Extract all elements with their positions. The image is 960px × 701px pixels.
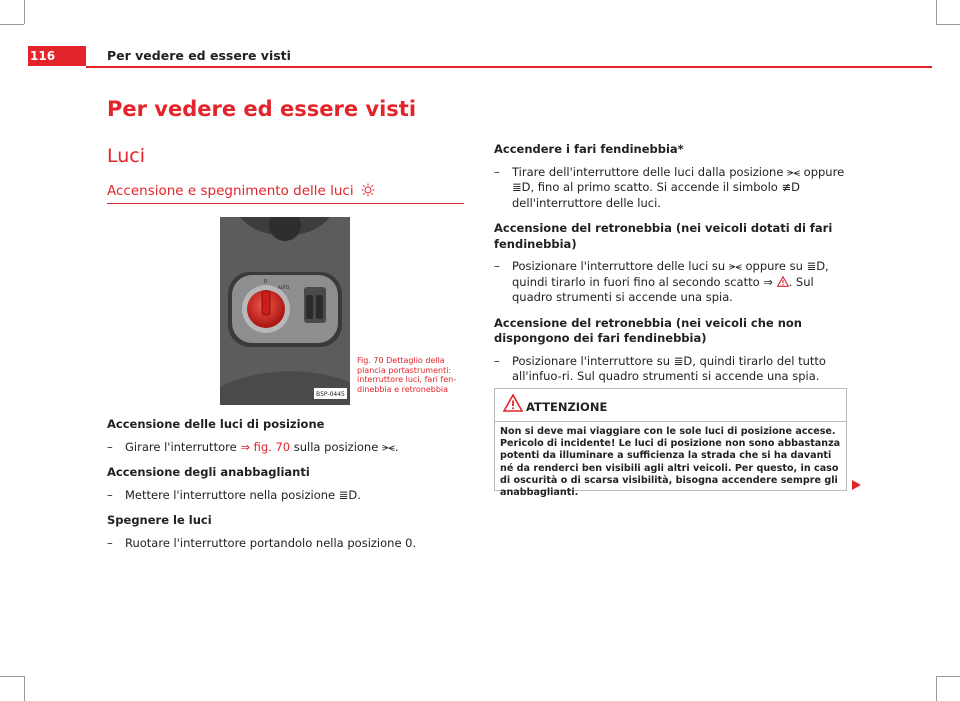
item-text: Posizionare l'interruttore delle luci su ⪫⪪ oppure su ≣D, quindi tirarlo in fuori fino al secondo scatto ⇒ — [512, 259, 829, 289]
continue-arrow-icon — [852, 480, 861, 490]
knob-label-auto: AUTO — [278, 285, 290, 290]
block-heading: Accendere i fari fendinebbia* — [494, 142, 684, 156]
figure-caption: Fig. 70 Dettaglio della plancia portastrumenti: interruttore luci, fari fen-dinebbia e retronebbia — [357, 356, 457, 394]
item-text: Mettere l'interruttore nella posizione — [125, 487, 339, 502]
warning-box — [494, 388, 847, 499]
subsection-title — [107, 183, 375, 199]
crop-mark — [0, 676, 24, 677]
item-text: Girare l'interruttore — [125, 439, 241, 454]
crop-mark — [24, 0, 25, 24]
crop-mark — [936, 0, 937, 24]
crop-mark — [936, 676, 937, 701]
dash-bullet: – — [107, 535, 113, 550]
dash-bullet: – — [494, 353, 500, 368]
figure-reference-link[interactable]: ⇒ fig. 70 — [240, 439, 291, 454]
item-text: Ruotare l'interruttore portandolo nella posizione 0. — [125, 535, 417, 550]
list-item — [107, 488, 457, 504]
section-title: Luci — [107, 145, 146, 167]
light-sun-icon — [361, 183, 375, 197]
dashboard-figure — [220, 217, 350, 405]
running-header: Per vedere ed essere visti — [107, 48, 291, 63]
subsection-rule — [107, 203, 464, 204]
block-heading: Accensione del retronebbia (nei veicoli che non dispongono dei fari fendinebbia) — [494, 315, 802, 345]
page-number: 116 — [28, 46, 86, 66]
warning-divider — [495, 421, 846, 422]
crop-mark — [936, 676, 960, 677]
dash-bullet: – — [494, 164, 500, 179]
figure-code: B5P-0445 — [316, 391, 345, 398]
warning-triangle-icon[interactable] — [777, 276, 789, 287]
crop-mark — [936, 24, 960, 25]
item-text: Tirare dell'interruttore delle luci dalla posizione ⪫⪪ oppure ≣D, fino al primo scatto. Si accende il simbolo ≢D dell'interruttore delle luci. — [512, 164, 845, 210]
item-text-after: sulla posizione ⪫⪪. — [290, 439, 399, 454]
warning-title: ATTENZIONE — [526, 400, 608, 414]
item-text-after: ≣D. — [338, 487, 361, 502]
left-column — [107, 417, 457, 561]
block-heading: Accensione degli anabbaglianti — [107, 465, 310, 479]
warning-header — [495, 389, 846, 421]
block-heading: Accensione del retronebbia (nei veicoli dotati di fari fendinebbia) — [494, 221, 833, 251]
subsection-title-text: Accensione e spegnimento delle luci — [107, 183, 354, 199]
dash-bullet: – — [107, 487, 113, 502]
block-heading: Spegnere le luci — [107, 513, 212, 527]
right-column — [494, 142, 850, 395]
page-title: Per vedere ed essere visti — [107, 97, 417, 121]
dash-bullet: – — [494, 259, 500, 273]
list-item — [494, 259, 850, 306]
dash-bullet: – — [107, 439, 113, 454]
warning-triangle-icon — [503, 394, 523, 412]
list-item — [107, 440, 457, 456]
item-text-after: . Sul quadro strumenti si accende una spia. — [512, 274, 814, 304]
list-item — [494, 165, 850, 212]
warning-text: Non si deve mai viaggiare con le sole luci di posizione accese. Pericolo di incidente! Le luci di posizione non sono abbastanza potenti da illuminare a sufficienza la strada che si ha davanti né da renderci ben visibili agli altri veicoli. Per questo, in caso di oscurità o di scarsa visibilità, bisogna accendere sempre gli anabbaglianti. — [500, 426, 841, 499]
header-rule — [86, 66, 932, 68]
item-text: Posizionare l'interruttore su ≣D, quindi tirarlo del tutto all'infuo-ri. Sul quadro strumenti si accende una spia. — [512, 353, 826, 383]
crop-mark — [24, 676, 25, 701]
block-heading: Accensione delle luci di posizione — [107, 417, 325, 431]
list-item — [494, 354, 850, 385]
crop-mark — [0, 24, 24, 25]
list-item — [107, 536, 457, 552]
light-switch-illustration — [220, 217, 350, 405]
knob-label-zero: 0 — [264, 279, 268, 285]
